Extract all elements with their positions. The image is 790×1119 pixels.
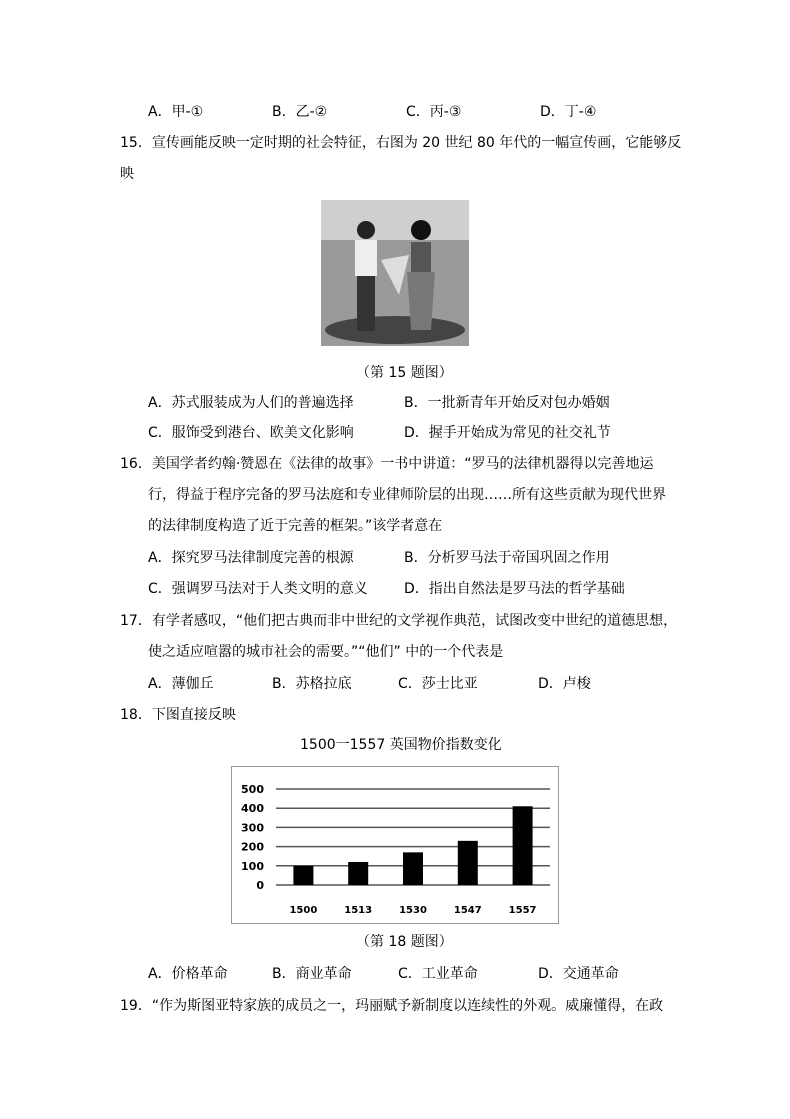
option-a: A．甲-① [148, 104, 204, 120]
q17-option-a: A．薄伽丘 [148, 676, 214, 692]
option-d: D．丁-④ [540, 104, 597, 120]
bar-1530 [403, 852, 423, 885]
bar-1513 [348, 862, 368, 885]
q18-option-a: A．价格革命 [148, 966, 228, 982]
y-tick-label: 200 [241, 840, 264, 854]
q15-stem-cont: 映 [120, 166, 134, 182]
option-b: B．乙-② [272, 104, 328, 120]
q18-option-b: B．商业革命 [272, 966, 352, 982]
q16-stem-cont: 行，得益于程序完备的罗马法庭和专业律师阶层的出现……所有这些贡献为现代世界 [148, 487, 666, 503]
q16-option-b: B．分析罗马法于帝国巩固之作用 [404, 550, 610, 566]
q17-stem: 17．有学者感叹，“他们把古典而非中世纪的文学视作典范，试图改变中世纪的道德思想， [120, 613, 678, 629]
q15-option-a: A．苏式服装成为人们的普遍选择 [148, 395, 354, 411]
q16-option-a: A．探究罗马法律制度完善的根源 [148, 550, 354, 566]
y-tick-label: 400 [241, 802, 264, 816]
y-tick-label: 100 [241, 859, 264, 873]
x-tick-label: 1513 [344, 905, 373, 916]
bar-1557 [513, 806, 533, 885]
q15-figure-caption: （第 15 题图） [356, 365, 453, 381]
q18-stem: 18．下图直接反映 [120, 707, 236, 723]
y-tick-label: 300 [241, 821, 264, 835]
y-tick-label: 0 [256, 879, 264, 892]
q16-option-d: D．指出自然法是罗马法的哲学基础 [404, 581, 625, 597]
x-tick-label: 1557 [508, 905, 537, 916]
q16-stem: 16．美国学者约翰·赞恩在《法律的故事》一书中讲道：“罗马的法律机器得以完善地运 [120, 456, 654, 472]
q16-stem-cont2: 的法律制度构造了近于完善的框架。”该学者意在 [148, 518, 443, 534]
x-tick-label: 1530 [399, 905, 427, 916]
y-tick-label: 500 [241, 783, 264, 796]
q19-stem: 19．“作为斯图亚特家族的成员之一，玛丽赋予新制度以连续性的外观。威廉懂得，在政 [120, 998, 664, 1014]
propaganda-poster-image [321, 200, 469, 346]
bar-1547 [458, 841, 478, 885]
x-tick-label: 1500 [289, 905, 318, 916]
x-tick-label: 1547 [453, 905, 482, 916]
q15-stem: 15．宣传画能反映一定时期的社会特征，右图为 20 世纪 80 年代的一幅宣传画，它能够反 [120, 135, 682, 151]
q17-option-c: C．莎士比亚 [398, 676, 478, 692]
q15-option-c: C．服饰受到港台、欧美文化影响 [148, 425, 354, 441]
bar-1500 [293, 866, 313, 885]
option-c: C．丙-③ [406, 104, 462, 120]
q17-option-d: D．卢梭 [538, 676, 591, 692]
q18-option-c: C．工业革命 [398, 966, 478, 982]
price-index-chart [231, 766, 559, 924]
q15-option-d: D．握手开始成为常见的社交礼节 [404, 425, 611, 441]
q15-option-b: B．一批新青年开始反对包办婚姻 [404, 395, 610, 411]
q16-option-c: C．强调罗马法对于人类文明的意义 [148, 581, 368, 597]
q18-figure-caption: （第 18 题图） [356, 934, 453, 950]
chart-title: 1500一1557 英国物价指数变化 [300, 737, 502, 753]
q18-option-d: D．交通革命 [538, 966, 619, 982]
q17-option-b: B．苏格拉底 [272, 676, 352, 692]
q17-stem-cont: 使之适应喧嚣的城市社会的需要。”“他们” 中的一个代表是 [148, 644, 504, 660]
